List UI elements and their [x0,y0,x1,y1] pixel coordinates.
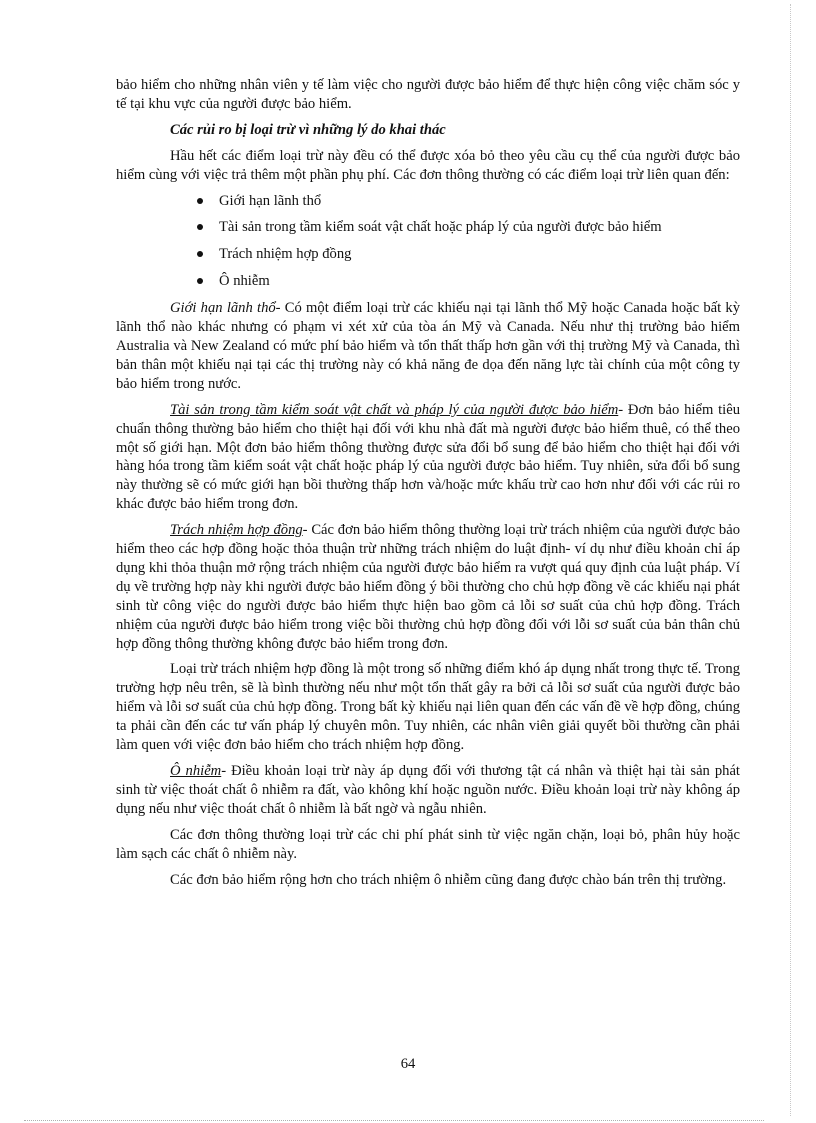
list-item [116,218,740,237]
bullet-icon [197,251,203,257]
list-item [116,192,740,211]
bullet-icon [197,198,203,204]
section-heading: Các rủi ro bị loại trừ vì những lý do khai thác [170,121,446,138]
list-item-text: Trách nhiệm hợp đồng [219,246,352,263]
document-body [116,76,740,896]
territory-lead: Giới hạn lãnh thổ [170,300,276,317]
intro-paragraph: bảo hiểm cho những nhân viên y tế làm việc cho người được bảo hiểm để thực hiện công việc chăm sóc y tế tại khu vực của người được bảo hiểm. [116,77,740,112]
footer-divider [24,1120,764,1121]
pollution-paragraph [116,762,740,819]
list-item [116,245,740,264]
pollution-paragraph-2: Các đơn thông thường loại trừ các chi phí phát sinh từ việc ngăn chặn, loại bỏ, phân hủy hoặc làm sạch các chất ô nhiễm này. [116,826,740,862]
bullet-icon [197,278,203,284]
property-text: - Đơn bảo hiểm tiêu chuẩn thông thường bảo hiểm cho thiệt hại đối với khu nhà đất mà người được bảo hiểm thuê, có thể theo một số giới hạn. Một đơn bảo hiểm thông thường được sửa đổi bổ sung để bảo hiểm cho thiệt hại đối với hàng hóa trong tầm kiểm soát vật chất hoặc pháp lý của người được bảo hiểm. Tuy nhiên, sửa đổi bổ sung này thường sẽ có mức giới hạn bồi thường thấp hơn và/hoặc mức khấu trừ cao hơn như đối với các rủi ro khác được bảo hiểm trong đơn. [116,401,740,513]
territory-paragraph [116,299,740,394]
contract-text: - Các đơn bảo hiểm thông thường loại trừ trách nhiệm của người được bảo hiểm theo các hợp đồng hoặc thỏa thuận trừ những trách nhiệm do luật định- ví dụ như điều khoản chỉ áp dụng khi thỏa thuận mở rộng trách nhiệm của người được bảo hiểm ra vượt quá quy định của luật pháp. Ví dụ về trường hợp này khi người được bảo hiểm đồng ý bồi thường cho chủ hợp đồng về các khiếu nại phát sinh từ công việc do người được bảo hiểm thực hiện bao gồm cả lỗi sơ suất của chủ hợp đồng. Trách nhiệm của người được bảo hiểm trong việc bồi thường chủ hợp đồng đối với lỗi sơ suất của bản thân chủ hợp đồng thông thường không được bảo hiểm trong đơn. [116,522,740,652]
property-paragraph [116,401,740,514]
property-lead: Tài sản trong tầm kiểm soát vật chất và pháp lý của người được bảo hiểm [170,401,619,418]
pollution-lead: Ô nhiễm [170,763,222,779]
exclusions-paragraph: Hầu hết các điểm loại trừ này đều có thể được xóa bỏ theo yêu cầu cụ thể của người được bảo hiểm cùng với việc trả thêm một phần phụ phí. Các đơn thông thường có các điểm loại trừ liên quan đến: [116,147,740,183]
list-item-text: Tài sản trong tầm kiểm soát vật chất hoặc pháp lý của người được bảo hiểm [219,219,662,236]
contract-lead: Trách nhiệm hợp đồng [170,522,303,539]
page-number: 64 [400,1056,416,1072]
contract-paragraph [116,521,740,653]
pollution-paragraph-3: Các đơn bảo hiểm rộng hơn cho trách nhiệm ô nhiễm cũng đang được chào bán trên thị trường. [170,871,727,888]
list-item [116,272,740,291]
pollution-text: - Điều khoản loại trừ này áp dụng đối với thương tật cá nhân và thiệt hại tài sản phát sinh từ việc thoát chất ô nhiễm ra đất, vào không khí hoặc nguồn nước. Điều khoản loại trừ này không áp dụng nếu như việc thoát chất ô nhiễm là bất ngờ và ngẫu nhiên. [116,763,740,817]
contract-paragraph-2: Loại trừ trách nhiệm hợp đồng là một trong số những điểm khó áp dụng nhất trong thực tế. Trong trường hợp nêu trên, sẽ là bình thường nếu như một tổn thất gây ra bởi cả lỗi sơ suất của người được bảo hiểm và lỗi sơ suất của chủ hợp đồng. Trong bất kỳ khiếu nại liên quan đến các vấn đề về hợp đồng, chúng ta phải cần đến các tư vấn pháp lý chuyên môn. Tuy nhiên, các nhân viên giải quyết bồi thường cần phải làm quen với việc đơn bảo hiểm cho trách nhiệm hợp đồng. [116,661,740,754]
list-item-text: Ô nhiễm [219,273,270,290]
bullet-icon [197,224,203,230]
margin-divider [790,4,791,1116]
territory-text: - Có một điểm loại trừ các khiếu nại tại lãnh thổ Mỹ hoặc Canada hoặc bất kỳ lãnh thổ nào khác nhưng có phạm vi xét xử của tòa án Mỹ và Canada. Nếu như thị trường bảo hiểm Australia và New Zealand có mức phí bảo hiểm và tổn thất thấp hơn gần với thị trường Mỹ và Canada, thì bản thân một khiếu nại tại các thị trường này có khả năng đe dọa đến năng lực tài chính của một công ty bảo hiểm trong nước. [116,300,740,392]
list-item-text: Giới hạn lãnh thổ [219,192,322,209]
exclusions-list [116,192,740,292]
